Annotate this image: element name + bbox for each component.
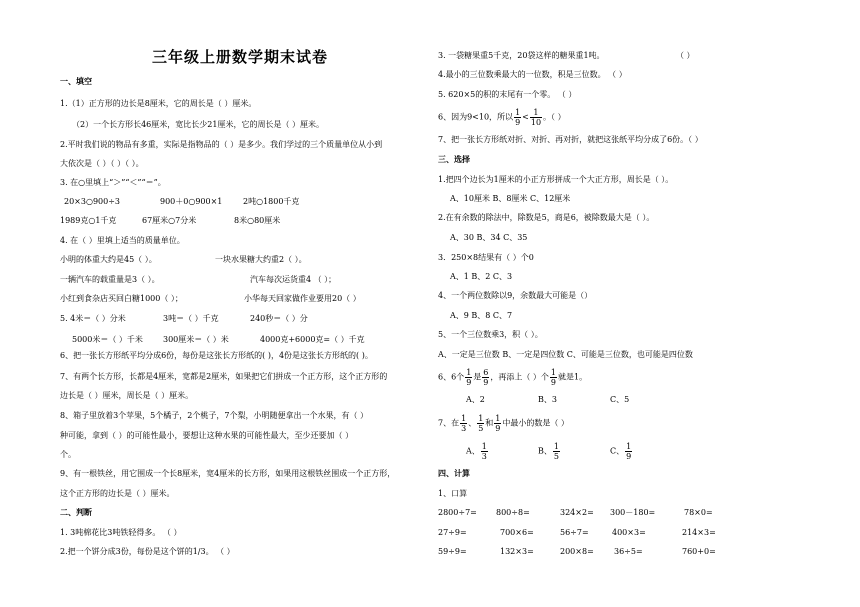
choice-7-option-a: A、 $\frac{1}{3}$ (466, 442, 487, 461)
question-8b: 种可能，拿到（ ）的可能性最小，要想让这种水果的可能性最大，至少还要加（ ） (60, 431, 354, 440)
fraction: $\frac{1}{3}$ (461, 414, 467, 433)
fraction: $\frac{1}{9}$ (466, 368, 472, 387)
fraction: $\frac{1}{5}$ (478, 414, 484, 433)
choice-7-option-c: C、 $\frac{1}{9}$ (610, 442, 632, 461)
calc-item: 200×8= (560, 547, 594, 556)
calc-item: 300－180= (610, 508, 656, 517)
calc-item: 760+0= (682, 547, 716, 556)
judge-6: 6、因为9<10，所以 $\frac{1}{9}$ < $\frac{1}{10}$ 。（ ） (438, 108, 566, 127)
choice-6-option: A、2 (466, 395, 485, 404)
calc-item: 2800÷7= (438, 508, 477, 517)
fraction: $\frac{1}{9}$ (550, 368, 557, 387)
question-1b: （2）一个长方形长46厘米，宽比长少21厘米，它的周长是（ ）厘米。 (72, 120, 324, 129)
judge-4: 4.最小的三位数乘最大的一位数，积是三位数。 （ ） (438, 70, 627, 79)
choice-7: 7、在 $\frac{1}{3}$ 、 $\frac{1}{5}$ 和 $\frac{1}{9}$ 中最小的数是（ ） (438, 414, 569, 433)
calc-item: 324×2= (560, 508, 594, 517)
judge-7: 7、把一张长方形纸对折、对折、再对折，就把这张纸平均分成了6份。（ ） (438, 135, 703, 144)
calc-item: 132×3= (500, 547, 534, 556)
page-title: 三年级上册数学期末试卷 (152, 48, 329, 66)
choice-3-options: A、1 B、2 C、3 (450, 272, 513, 281)
q4-item: 汽车每次运货重4 （ ）； (250, 275, 337, 284)
q3-item: 2吨○1800千克 (243, 197, 300, 206)
question-9b: 这个正方形的边长是（ ）厘米。 (60, 489, 175, 498)
q3-item: 1989克○1千克 (60, 216, 117, 225)
calc-item: 59÷9= (438, 547, 467, 556)
q5-item: 240秒＝（ ）分 (250, 314, 308, 323)
calc-item: 27÷9= (438, 528, 467, 537)
choice-4-options: A、9 B、8 C、7 (450, 311, 513, 320)
question-6: 6、把一张长方形纸平均分成6份，每份是这张长方形纸的( )，4份是这张长方形纸的( )。 (60, 351, 373, 360)
q4-item: 一块水果糖大约重2（ ）。 (215, 255, 307, 264)
question-7b: 边长是（ ）厘米，周长是（ ）厘米。 (60, 391, 194, 400)
q5-item: 5. 4米＝（ ）分米 (60, 314, 126, 323)
q5-item: 5000米＝（ ）千米 (72, 335, 143, 344)
question-1a: 1.（1）正方形的边长是8厘米，它的周长是（ ）厘米。 (60, 99, 257, 108)
choice-6: 6、6个 $\frac{1}{9}$ 是 $\frac{6}{9}$ ，再添上（ ）个 $\frac{1}{9}$ 就是1。 (438, 368, 588, 387)
question-2b: 大依次是（ ）（ ）（ ）。 (60, 159, 144, 168)
q3-item: 67厘米○7分米 (142, 216, 197, 225)
q3-item: 20×3○900÷3 (64, 197, 121, 206)
q4-item: 小红到食杂店买回白糖1000（ ）； (60, 294, 183, 303)
judge-5: 5. 620×5的积的末尾有一个零。 （ ） (438, 90, 577, 99)
calc-item: 800÷8= (496, 508, 530, 517)
question-4: 4. 在（ ）里填上适当的质量单位。 (60, 236, 185, 245)
question-9a: 9、有一根铁丝，用它围成一个长8厘米，宽4厘米的长方形，如果用这根铁丝围成一个正方形， (60, 469, 396, 478)
choice-6-option: C、5 (610, 395, 630, 404)
question-8c: 个。 (60, 450, 76, 459)
calc-item: 400×3= (612, 528, 646, 537)
choice-5: 5、一个三位数乘3，积（ ）。 (438, 330, 543, 339)
q5-item: 300厘米＝（ ）米 (163, 335, 229, 344)
judge-3: 3. 一袋糖果重5千克，20袋这样的糖果重1吨。 (438, 51, 605, 60)
fraction: $\frac{1}{9}$ (515, 108, 521, 127)
choice-2-options: A、30 B、34 C、35 (450, 233, 528, 242)
calc-item: 700×6= (500, 528, 534, 537)
calc-item: 56÷7= (560, 528, 589, 537)
section-calc: 四、计算 (438, 469, 470, 478)
q5-item: 3吨＝（ ）千克 (163, 314, 219, 323)
q3-item: 8米○80厘米 (234, 216, 281, 225)
calc-heading: 1、口算 (438, 489, 468, 498)
choice-1-options: A、10厘米 B、8厘米 C、12厘米 (450, 194, 571, 203)
fraction: $\frac{1}{9}$ (495, 414, 501, 433)
q5-item: 4000克+6000克=（ ）千克 (260, 335, 365, 344)
section-judge: 二、判断 (60, 508, 92, 517)
q4-item: 小明的体重大约是45（ ）。 (60, 255, 157, 264)
q3-item: 900＋0○900×1 (160, 197, 223, 206)
judge-3-paren: （ ） (676, 51, 695, 60)
calc-item: 36÷5= (614, 547, 643, 556)
calc-item: 214×3= (682, 528, 716, 537)
fraction: $\frac{6}{9}$ (483, 368, 489, 387)
question-8a: 8、箱子里放着3个苹果，5个橘子，2个桃子，7个梨，小明随便拿出一个水果，有（ ） (60, 411, 368, 420)
choice-2: 2.在有余数的除法中，除数是5，商是6，被除数最大是（ ）。 (438, 213, 655, 222)
choice-4: 4、一个两位数除以9，余数最大可能是（） (438, 291, 593, 300)
q4-item: 小华每天回家做作业要用20（ ） (244, 294, 361, 303)
choice-3: 3．250×8结果有（ ）个0 (438, 253, 534, 262)
choice-6-option: B、3 (538, 395, 557, 404)
choice-5-options: A、一定是三位数 B、一定是四位数 C、可能是三位数，也可能是四位数 (438, 350, 693, 359)
calc-item: 78×0= (684, 508, 713, 517)
q4-item: 一辆汽车的载重量是3（ ）。 (60, 275, 160, 284)
section-fill-in: 一、填空 (60, 77, 92, 86)
question-3: 3. 在○里填上“＞”“＜”“＝”。 (60, 178, 166, 187)
choice-1: 1.把四个边长为1厘米的小正方形拼成一个大正方形，周长是（ ）。 (438, 175, 674, 184)
question-7a: 7、有两个长方形，长都是4厘米，宽都是2厘米，如果把它们拼成一个正方形，这个正方形的 (60, 372, 388, 381)
fraction: $\frac{1}{10}$ (530, 108, 542, 127)
judge-2: 2.把一个饼分成3份，每份是这个饼的1/3。 （ ） (60, 547, 235, 556)
question-2a: 2.平时我们说的物品有多重，实际是指物品的（ ）是多少。我们学过的三个质量单位从小到 (60, 140, 383, 149)
judge-1: 1. 3吨棉花比3吨铁轻得多。 （ ） (60, 528, 182, 537)
choice-7-option-b: B、 $\frac{1}{5}$ (538, 442, 559, 461)
section-choice: 三、选择 (438, 155, 470, 164)
